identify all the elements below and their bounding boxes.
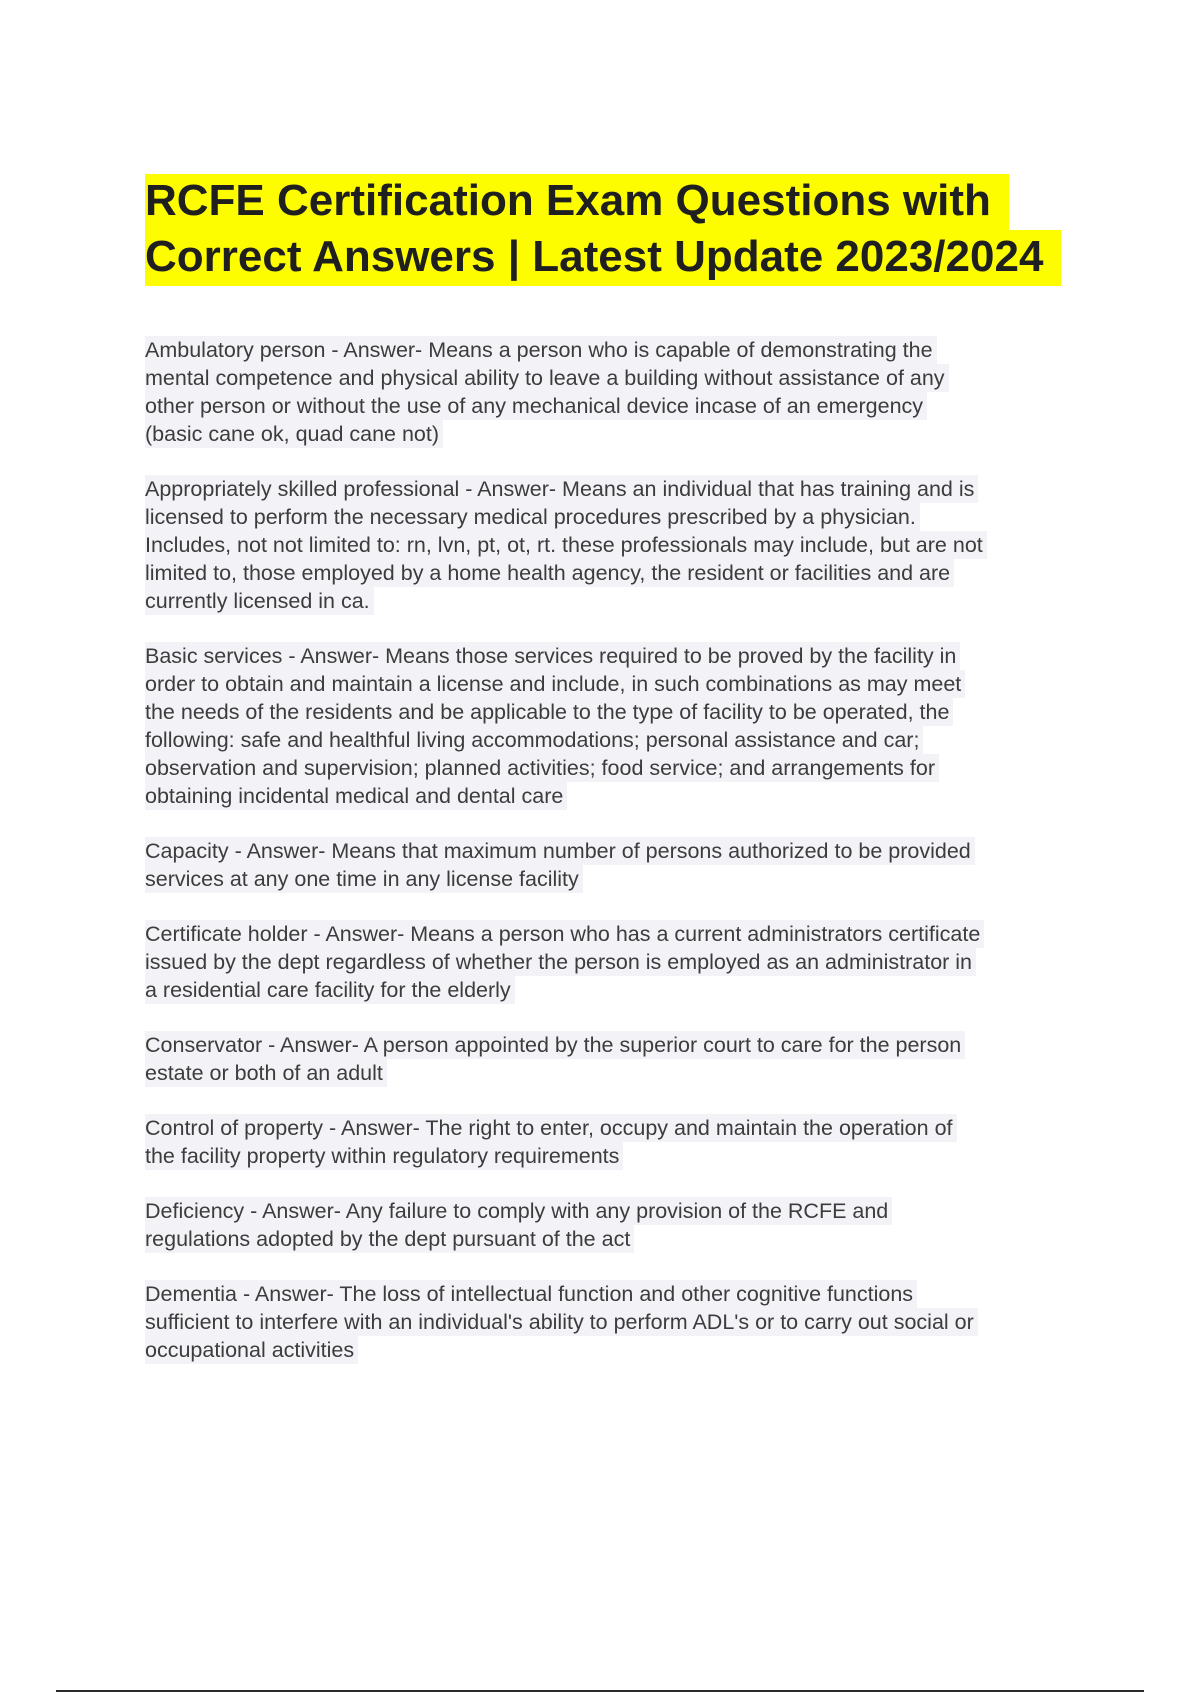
definition-line: Dementia - Answer- The loss of intellectual function and other cognitive functions bbox=[145, 1280, 917, 1308]
definition-line: order to obtain and maintain a license and include, in such combinations as may meet bbox=[145, 670, 965, 698]
definition-line: the facility property within regulatory requirements bbox=[145, 1142, 623, 1170]
definition-line: other person or without the use of any mechanical device incase of an emergency bbox=[145, 392, 927, 420]
definition-line: Basic services - Answer- Means those services required to be proved by the facility in bbox=[145, 642, 960, 670]
definition-line: occupational activities bbox=[145, 1336, 358, 1364]
definition-ambulatory-person bbox=[145, 336, 1095, 448]
definition-line: licensed to perform the necessary medical procedures prescribed by a physician. bbox=[145, 503, 920, 531]
definition-line: the needs of the residents and be applicable to the type of facility to be operated, the bbox=[145, 698, 953, 726]
definition-line: sufficient to interfere with an individual's ability to perform ADL's or to carry out social or bbox=[145, 1308, 978, 1336]
definition-line: Conservator - Answer- A person appointed by the superior court to care for the person bbox=[145, 1031, 965, 1059]
definition-capacity bbox=[145, 837, 1095, 893]
definition-line: Includes, not not limited to: rn, lvn, pt, ot, rt. these professionals may include, but are not bbox=[145, 531, 987, 559]
document-title bbox=[145, 174, 1155, 286]
definition-line: (basic cane ok, quad cane not) bbox=[145, 420, 443, 448]
title-line-2: Correct Answers | Latest Update 2023/2024 bbox=[145, 230, 1061, 286]
definition-line: Certificate holder - Answer- Means a person who has a current administrators certificate bbox=[145, 920, 984, 948]
definition-line: following: safe and healthful living accommodations; personal assistance and car; bbox=[145, 726, 923, 754]
definition-line: issued by the dept regardless of whether the person is employed as an administrator in bbox=[145, 948, 976, 976]
definition-line: limited to, those employed by a home health agency, the resident or facilities and are bbox=[145, 559, 954, 587]
definition-line: mental competence and physical ability to leave a building without assistance of any bbox=[145, 364, 949, 392]
definition-conservator bbox=[145, 1031, 1095, 1087]
definition-line: Deficiency - Answer- Any failure to comply with any provision of the RCFE and bbox=[145, 1197, 892, 1225]
definition-line: a residential care facility for the elderly bbox=[145, 976, 515, 1004]
definition-appropriately-skilled-professional bbox=[145, 475, 1095, 615]
definition-deficiency bbox=[145, 1197, 1095, 1253]
definition-line: services at any one time in any license facility bbox=[145, 865, 583, 893]
definition-list bbox=[145, 336, 1095, 1391]
title-line-2-wrap bbox=[145, 230, 1155, 286]
definition-line: observation and supervision; planned activities; food service; and arrangements for bbox=[145, 754, 939, 782]
definition-line: regulations adopted by the dept pursuant of the act bbox=[145, 1225, 634, 1253]
definition-dementia bbox=[145, 1280, 1095, 1364]
definition-line: currently licensed in ca. bbox=[145, 587, 374, 615]
definition-line: Capacity - Answer- Means that maximum number of persons authorized to be provided bbox=[145, 837, 975, 865]
definition-line: Ambulatory person - Answer- Means a person who is capable of demonstrating the bbox=[145, 336, 937, 364]
title-line-1: RCFE Certification Exam Questions with bbox=[145, 174, 1009, 230]
definition-line: Control of property - Answer- The right to enter, occupy and maintain the operation of bbox=[145, 1114, 957, 1142]
definition-line: obtaining incidental medical and dental care bbox=[145, 782, 567, 810]
definition-certificate-holder bbox=[145, 920, 1095, 1004]
title-line-1-wrap bbox=[145, 174, 1155, 230]
footer-divider bbox=[56, 1690, 1144, 1692]
definition-line: estate or both of an adult bbox=[145, 1059, 387, 1087]
definition-basic-services bbox=[145, 642, 1095, 810]
definition-control-of-property bbox=[145, 1114, 1095, 1170]
definition-line: Appropriately skilled professional - Answer- Means an individual that has training and is bbox=[145, 475, 978, 503]
